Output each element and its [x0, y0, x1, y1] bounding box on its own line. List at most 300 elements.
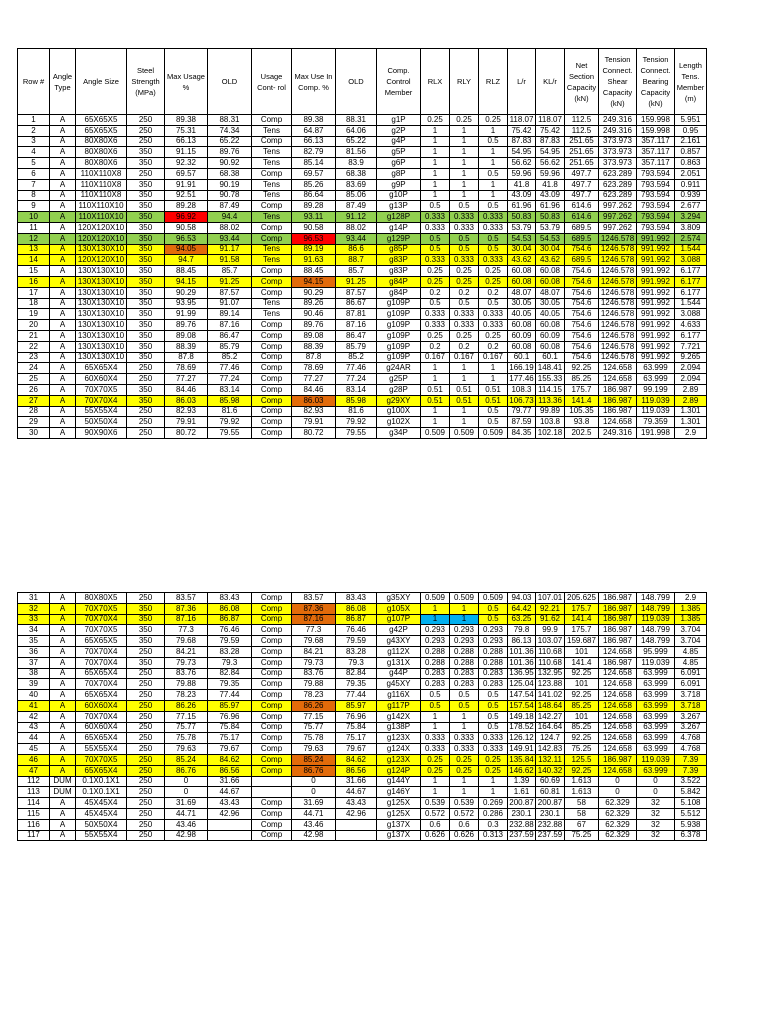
- table-cell: 91.25: [336, 276, 377, 287]
- table-cell: 86.03: [292, 395, 336, 406]
- table-cell: Comp: [252, 417, 292, 428]
- table-cell: 70X70X5: [76, 625, 127, 636]
- table-cell: A: [50, 625, 76, 636]
- table-cell: 250: [127, 798, 165, 809]
- column-header: Angle Size: [76, 49, 127, 115]
- table-cell: 0.333: [421, 222, 450, 233]
- table-cell: 91.62: [536, 614, 565, 625]
- table-cell: 0.333: [421, 255, 450, 266]
- table-cell: A: [50, 722, 76, 733]
- table-cell: 110.68: [536, 657, 565, 668]
- table-cell: 30: [18, 428, 50, 439]
- column-header: Tension Connect. Bearing Capacity (kN): [637, 49, 675, 115]
- table-row: [18, 754, 707, 765]
- table-row: [18, 244, 707, 255]
- table-cell: 124.658: [599, 700, 637, 711]
- table-cell: 32: [637, 808, 675, 819]
- table-cell: 90.92: [208, 158, 252, 169]
- table-row: [18, 320, 707, 331]
- table-cell: 237.59: [509, 830, 534, 840]
- table-cell: 79.92: [208, 417, 252, 428]
- table-cell: 75.31: [165, 125, 208, 136]
- table-cell: 0.283: [421, 668, 450, 679]
- table-cell: 9: [18, 201, 50, 212]
- table-cell: 991.992: [637, 330, 675, 341]
- table-cell: 0.509: [450, 428, 479, 439]
- table-cell: 250: [127, 679, 165, 690]
- table-cell: 250: [127, 417, 165, 428]
- table-cell: 85.06: [336, 190, 377, 201]
- table-cell: 59.96: [536, 168, 565, 179]
- table-cell: 350: [127, 222, 165, 233]
- column-header: Comp. Control Member: [377, 49, 421, 115]
- table-cell: 32: [637, 830, 675, 841]
- table-cell: Comp: [252, 690, 292, 701]
- table-cell: 87.59: [508, 417, 536, 428]
- table-cell: 83.14: [208, 384, 252, 395]
- table-cell: 0.5: [450, 244, 479, 255]
- table-cell: 63.999: [637, 363, 675, 374]
- table-cell: 123.88: [536, 679, 565, 690]
- table-cell: 70X70X4: [76, 646, 127, 657]
- table-cell: 103.8: [536, 417, 565, 428]
- table-cell: 90.19: [208, 179, 252, 190]
- table-cell: 35: [18, 636, 50, 647]
- table-cell: 110X110X8: [76, 168, 127, 179]
- table-cell: 0.572: [450, 808, 479, 819]
- table-cell: 350: [127, 330, 165, 341]
- table-cell: 0.25: [421, 765, 450, 776]
- table-cell: g102X: [377, 417, 421, 428]
- table-cell: 141.4: [565, 395, 599, 406]
- table-cell: 94.15: [165, 276, 208, 287]
- table-cell: 130X130X10: [76, 244, 127, 255]
- table-cell: 93.95: [165, 298, 208, 309]
- table-row: [18, 614, 707, 625]
- table-cell: Comp: [252, 754, 292, 765]
- table-cell: g44P: [377, 668, 421, 679]
- table-cell: 146.62: [509, 765, 534, 775]
- table-cell: 25: [18, 374, 50, 385]
- table-cell: 87.8: [165, 352, 208, 363]
- table-row: [18, 212, 707, 223]
- table-row: [18, 657, 707, 668]
- table-cell: 0.857: [675, 147, 707, 158]
- table-cell: g4P: [377, 136, 421, 147]
- table-cell: 149.18: [509, 711, 534, 721]
- table-cell: 0.283: [421, 679, 450, 690]
- table-cell: 101.36: [509, 657, 534, 667]
- table-cell: 83.57: [165, 593, 208, 604]
- table-cell: 63.999: [637, 374, 675, 385]
- table-row: [18, 287, 707, 298]
- table-cell: A: [50, 384, 76, 395]
- table-cell: A: [50, 266, 76, 277]
- table-cell: 44: [18, 733, 50, 744]
- table-cell: 350: [127, 320, 165, 331]
- table-cell: 110X110X8: [76, 190, 127, 201]
- table-cell: 89.08: [292, 330, 336, 341]
- table-cell: 58: [565, 798, 599, 809]
- table-cell: 85.97: [336, 700, 377, 711]
- table-cell: 1: [421, 190, 450, 201]
- table-cell: 39: [18, 679, 50, 690]
- table-cell: 83.14: [336, 384, 377, 395]
- table-cell: 0.288: [479, 646, 508, 657]
- table-cell: 3.809: [675, 222, 707, 233]
- table-cell: 124.658: [599, 690, 637, 701]
- table-cell: 0.863: [675, 158, 707, 169]
- table-cell: Comp: [252, 603, 292, 614]
- table-cell: 0.288: [479, 657, 508, 668]
- table-cell: 132.95: [536, 668, 565, 679]
- table-cell: 991.992: [637, 233, 675, 244]
- table-cell: 0.5: [450, 690, 479, 701]
- table-cell: 79.88: [165, 679, 208, 690]
- table-cell: 175.7: [565, 384, 599, 395]
- table-cell: 91.15: [165, 147, 208, 158]
- table-cell: 89.28: [165, 201, 208, 212]
- table-cell: 60.08: [536, 341, 565, 352]
- table-cell: 250: [127, 700, 165, 711]
- table-cell: 1: [450, 158, 479, 169]
- table-cell: 793.594: [637, 212, 675, 223]
- table-cell: 1.613: [565, 776, 599, 787]
- table-cell: g117P: [377, 700, 421, 711]
- table-cell: 116: [18, 819, 50, 830]
- table-cell: 70X70X4: [76, 679, 127, 690]
- table-cell: Tens: [252, 125, 292, 136]
- table-cell: 0.25: [421, 276, 450, 287]
- table-cell: 0.25: [450, 330, 479, 341]
- table-cell: 95.999: [637, 646, 675, 657]
- column-header: RLY: [450, 49, 479, 115]
- table-cell: g125X: [377, 808, 421, 819]
- table-cell: [252, 787, 292, 798]
- table-cell: 87.16: [165, 614, 208, 625]
- table-cell: 250: [127, 754, 165, 765]
- table-cell: 0.539: [421, 798, 450, 809]
- table-cell: 350: [127, 158, 165, 169]
- table-cell: 77.27: [292, 374, 336, 385]
- table-cell: 30.05: [508, 298, 536, 309]
- table-cell: 45X45X4: [76, 808, 127, 819]
- table-cell: 91.58: [208, 255, 252, 266]
- table-cell: 69.57: [165, 168, 208, 179]
- table-cell: 350: [127, 384, 165, 395]
- table-cell: 2.89: [675, 384, 707, 395]
- table-cell: 251.65: [565, 147, 599, 158]
- table-cell: 31.69: [292, 798, 336, 809]
- table-cell: 119.039: [637, 614, 675, 625]
- table-cell: 86.76: [165, 765, 208, 776]
- table-cell: 126.12: [509, 733, 534, 743]
- table-cell: 120X120X10: [76, 222, 127, 233]
- table-cell: 83.9: [336, 158, 377, 169]
- table-cell: A: [50, 341, 76, 352]
- table-cell: 0.5: [450, 298, 479, 309]
- table-cell: 0.167: [450, 352, 479, 363]
- table-cell: 99.89: [536, 406, 565, 417]
- column-header: RLZ: [479, 49, 508, 115]
- table-cell: 1246.578: [599, 233, 637, 244]
- table-cell: 63.999: [637, 711, 675, 722]
- table-cell: g137X: [377, 819, 421, 830]
- table-cell: 42.96: [208, 808, 252, 819]
- table-cell: 36: [18, 646, 50, 657]
- table-cell: 754.6: [565, 276, 599, 287]
- table-cell: 0.95: [675, 125, 707, 136]
- table-cell: A: [50, 330, 76, 341]
- table-cell: 113: [18, 787, 50, 798]
- table-cell: 166.19: [509, 363, 534, 373]
- table-cell: Tens: [252, 190, 292, 201]
- table-cell: 30.04: [508, 244, 536, 255]
- table-cell: 1.39: [508, 776, 536, 787]
- table-cell: 991.992: [637, 244, 675, 255]
- table-cell: g25P: [377, 374, 421, 385]
- table-cell: 1: [450, 787, 479, 798]
- table-cell: 101: [565, 711, 599, 722]
- table-cell: 77.15: [165, 711, 208, 722]
- table-row: [18, 690, 707, 701]
- table-cell: 0.5: [479, 406, 508, 417]
- table-cell: 4.768: [675, 744, 707, 755]
- column-header: L/r: [508, 49, 536, 115]
- table-row: [18, 136, 707, 147]
- table-cell: 0.333: [450, 320, 479, 331]
- table-cell: 0.333: [421, 744, 450, 755]
- table-cell: 0.25: [421, 330, 450, 341]
- table-cell: 249.316: [599, 115, 637, 126]
- table-cell: Comp: [252, 711, 292, 722]
- table-cell: 0.283: [479, 679, 508, 690]
- table-cell: 92.51: [165, 190, 208, 201]
- table-cell: 250: [127, 690, 165, 701]
- table-cell: 186.987: [599, 614, 637, 625]
- table-cell: 350: [127, 341, 165, 352]
- table-cell: 6.177: [675, 287, 707, 298]
- table-cell: 88.39: [165, 341, 208, 352]
- table-cell: 87.83: [508, 136, 536, 147]
- table-cell: Comp: [252, 625, 292, 636]
- table-cell: 186.987: [599, 754, 637, 765]
- table-cell: 350: [127, 233, 165, 244]
- table-cell: 124.658: [599, 363, 637, 374]
- table-row: [18, 808, 707, 819]
- table-cell: 614.6: [565, 201, 599, 212]
- table-cell: 12: [18, 233, 50, 244]
- table-cell: 92.25: [565, 765, 599, 776]
- table-cell: 55X55X4: [76, 830, 127, 841]
- table-row: [18, 168, 707, 179]
- table-cell: 92.32: [165, 158, 208, 169]
- table-cell: 250: [127, 168, 165, 179]
- table-cell: g35XY: [377, 593, 421, 604]
- table-cell: 2: [18, 125, 50, 136]
- table-cell: 0.2: [450, 341, 479, 352]
- table-cell: 119.039: [637, 406, 675, 417]
- table-cell: 75.84: [336, 722, 377, 733]
- table-cell: 79.73: [292, 657, 336, 668]
- table-cell: 0.51: [479, 395, 508, 406]
- table-cell: Comp: [252, 374, 292, 385]
- table-cell: 79.55: [208, 428, 252, 439]
- table-cell: 186.987: [599, 593, 637, 604]
- table-cell: 991.992: [637, 341, 675, 352]
- table-cell: 793.594: [637, 222, 675, 233]
- table-cell: 200.87: [536, 798, 565, 809]
- table-cell: 1: [450, 374, 479, 385]
- column-header: Max Usage %: [165, 49, 208, 115]
- table-cell: 350: [127, 603, 165, 614]
- table-cell: 110X110X10: [76, 201, 127, 212]
- table-cell: 83.57: [292, 593, 336, 604]
- table-cell: 0.5: [421, 700, 450, 711]
- table-cell: 623.289: [599, 179, 637, 190]
- table-cell: 106.73: [509, 395, 534, 405]
- table-cell: 60.08: [536, 276, 565, 287]
- table-cell: A: [50, 147, 76, 158]
- table-cell: 1246.578: [599, 298, 637, 309]
- table-cell: A: [50, 711, 76, 722]
- table-row: [18, 158, 707, 169]
- table-cell: 130X130X10: [76, 298, 127, 309]
- table-cell: 60.08: [508, 276, 536, 287]
- table-cell: 0.288: [421, 657, 450, 668]
- table-cell: 70X70X5: [76, 384, 127, 395]
- table-cell: 0.509: [421, 593, 450, 604]
- table-cell: 87.81: [336, 309, 377, 320]
- table-cell: 101: [565, 646, 599, 657]
- table-cell: 1246.578: [599, 244, 637, 255]
- table-cell: 68.38: [208, 168, 252, 179]
- table-cell: 130X130X10: [76, 266, 127, 277]
- table-cell: 0.283: [450, 679, 479, 690]
- table-row: [18, 255, 707, 266]
- table-cell: 79.67: [208, 744, 252, 755]
- table-cell: 87.16: [336, 320, 377, 331]
- table-cell: 0.286: [479, 808, 508, 819]
- column-header: Row #: [18, 49, 50, 115]
- table-cell: 80X80X6: [76, 136, 127, 147]
- table-cell: 88.39: [292, 341, 336, 352]
- table-cell: 0.51: [421, 384, 450, 395]
- table-cell: 60.08: [508, 320, 536, 331]
- table-cell: 614.6: [565, 212, 599, 223]
- table-cell: 0.5: [479, 201, 508, 212]
- table-cell: 54.53: [508, 233, 536, 244]
- table-cell: 65X65X5: [76, 636, 127, 647]
- table-cell: 99.199: [637, 384, 675, 395]
- table-cell: 1: [479, 190, 508, 201]
- table-cell: 112.5: [565, 125, 599, 136]
- table-cell: 77.46: [336, 363, 377, 374]
- table-row: [18, 765, 707, 776]
- table-cell: 75.77: [165, 722, 208, 733]
- table-cell: 81.56: [336, 147, 377, 158]
- table-cell: 0.5: [479, 700, 508, 711]
- table-cell: 65X65X5: [76, 125, 127, 136]
- table-cell: 77.44: [336, 690, 377, 701]
- table-cell: 250: [127, 744, 165, 755]
- table-cell: g129P: [377, 233, 421, 244]
- table-cell: 21: [18, 330, 50, 341]
- table-cell: Tens: [252, 298, 292, 309]
- table-cell: 85.79: [336, 341, 377, 352]
- table-cell: 90.46: [292, 309, 336, 320]
- table-cell: 83.43: [336, 593, 377, 604]
- table-row: [18, 711, 707, 722]
- table-row: [18, 201, 707, 212]
- table-cell: Comp: [252, 700, 292, 711]
- table-cell: 232.88: [509, 819, 534, 829]
- table-row: [18, 115, 707, 126]
- table-cell: 75.42: [536, 125, 565, 136]
- table-cell: 0.5: [421, 244, 450, 255]
- table-cell: 1: [421, 776, 450, 787]
- table-cell: 0.283: [479, 668, 508, 679]
- table-cell: 50X50X4: [76, 819, 127, 830]
- table-cell: 754.6: [565, 352, 599, 363]
- table-cell: 1: [421, 787, 450, 798]
- table-cell: 991.992: [637, 266, 675, 277]
- table-body-1: [18, 115, 707, 439]
- table-cell: A: [50, 690, 76, 701]
- table-cell: 44.71: [165, 808, 208, 819]
- table-cell: 1: [421, 136, 450, 147]
- table-cell: A: [50, 657, 76, 668]
- table-cell: 79.59: [336, 636, 377, 647]
- table-cell: 0: [637, 787, 675, 798]
- table-cell: 1: [421, 711, 450, 722]
- table-cell: 1246.578: [599, 320, 637, 331]
- table-cell: 43.09: [536, 190, 565, 201]
- table-cell: 0.509: [421, 428, 450, 439]
- table-cell: 0.2: [421, 341, 450, 352]
- table-row: [18, 395, 707, 406]
- table-cell: A: [50, 255, 76, 266]
- table-cell: 110.68: [536, 646, 565, 657]
- table-cell: 373.973: [599, 136, 637, 147]
- table-cell: A: [50, 374, 76, 385]
- table-cell: A: [50, 406, 76, 417]
- table-cell: 43.43: [208, 798, 252, 809]
- table-cell: 96.53: [292, 233, 336, 244]
- table-cell: 1: [479, 374, 508, 385]
- table-cell: 0.51: [421, 395, 450, 406]
- table-cell: 91.17: [208, 244, 252, 255]
- table-cell: 83.28: [336, 646, 377, 657]
- table-cell: 0.313: [479, 830, 508, 841]
- table-cell: 79.8: [508, 625, 536, 636]
- table-cell: 124.658: [599, 744, 637, 755]
- table-cell: Comp: [252, 330, 292, 341]
- table-cell: 124.658: [599, 765, 637, 776]
- table-cell: A: [50, 636, 76, 647]
- table-cell: g109P: [377, 298, 421, 309]
- table-cell: 80.72: [165, 428, 208, 439]
- table-cell: 87.36: [292, 603, 336, 614]
- table-cell: 125.04: [509, 679, 534, 689]
- table-cell: 250: [127, 733, 165, 744]
- table-cell: Comp: [252, 614, 292, 625]
- table-cell: 54.95: [536, 147, 565, 158]
- table-cell: 15: [18, 266, 50, 277]
- table-cell: 1: [421, 722, 450, 733]
- table-cell: Comp: [252, 168, 292, 179]
- table-cell: 53.79: [508, 222, 536, 233]
